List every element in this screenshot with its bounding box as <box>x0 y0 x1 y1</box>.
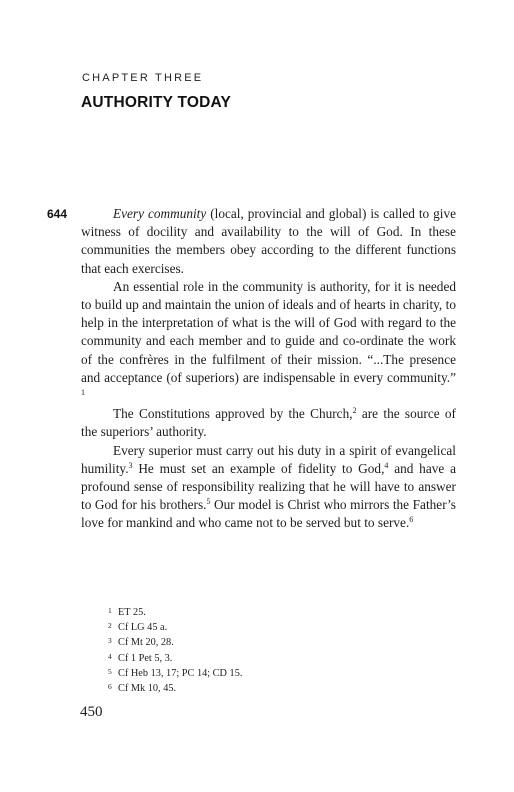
footnote-ref-6: 6 <box>409 515 414 525</box>
footnote-mark: 1 <box>108 606 112 615</box>
footnote-ref-5: 5 <box>206 497 211 507</box>
paragraph-1 <box>81 205 456 278</box>
paragraph-4-text-c: and have a profound sense of responsibility realizing that he will have to answer to God for his brothers. <box>81 460 456 513</box>
paragraph-3 <box>81 405 456 441</box>
footnote-mark: 5 <box>108 666 112 676</box>
footnote-text: Cf 1 Pet 5, 3. <box>118 652 173 664</box>
chapter-label: CHAPTER THREE <box>82 72 204 84</box>
paragraph-3-text-a: The Constitutions approved by the Church, <box>113 406 353 422</box>
footnote-text: ET 25. <box>118 607 146 618</box>
paragraph-4-text-b: He must set an example of fidelity to God, <box>132 460 385 476</box>
footnote-text: Cf LG 45 a. <box>118 622 168 634</box>
footnote-mark: 3 <box>108 636 112 646</box>
footnote-ref-1: 1 <box>81 388 85 398</box>
paragraph-1-text: (local, provincial and global) is called to give witness of docility and availability to the will of God. In these communities the members obey according to the different functions that each exercises. <box>81 206 457 276</box>
footnote <box>108 650 242 665</box>
footnote-text: Cf Mt 20, 28. <box>118 637 174 649</box>
paragraph-2 <box>81 278 456 405</box>
footnotes <box>108 604 242 695</box>
paragraph-4-text-d: Our model is Christ who mirrors the Father’s love for mankind and who came not to be served but to serve. <box>81 497 456 531</box>
paragraph-4-text-a: Every superior must carry out his duty in a spirit of evangelical humility. <box>81 442 456 476</box>
footnote <box>108 619 242 634</box>
footnote-ref-2: 2 <box>352 406 357 416</box>
footnote <box>108 604 242 619</box>
paragraph-2-text: An essential role in the community is authority, for it is needed to build up and maintain the union of ideals and of hearts in charity, to help in the interpretation of what is the will of God with regard to the community and each member and to guide and co-ordinate the work of the confrères in the fulfilment of their mission. “...The presence and acceptance (of superiors) are indispensable in every community.” <box>81 278 456 385</box>
footnote-text: Cf Mk 10, 45. <box>118 683 177 695</box>
chapter-title: AUTHORITY TODAY <box>81 94 231 111</box>
body-text <box>81 205 456 533</box>
footnote <box>108 665 242 680</box>
page-number: 450 <box>80 704 103 720</box>
footnote <box>108 634 242 649</box>
footnote-ref-4: 4 <box>384 460 389 470</box>
footnote-text: Cf Heb 13, 17; PC 14; CD 15. <box>118 667 243 679</box>
footnote <box>108 680 242 695</box>
footnote-ref-3: 3 <box>128 460 133 470</box>
margin-paragraph-number: 644 <box>47 207 68 221</box>
footnote-mark: 2 <box>108 621 112 631</box>
italic-lead: Every community <box>113 206 207 221</box>
footnote-mark: 6 <box>108 682 112 692</box>
paragraph-3-text-b: are the source of the superiors’ authority. <box>81 406 456 440</box>
paragraph-4 <box>81 442 456 533</box>
footnote-mark: 4 <box>108 651 112 661</box>
